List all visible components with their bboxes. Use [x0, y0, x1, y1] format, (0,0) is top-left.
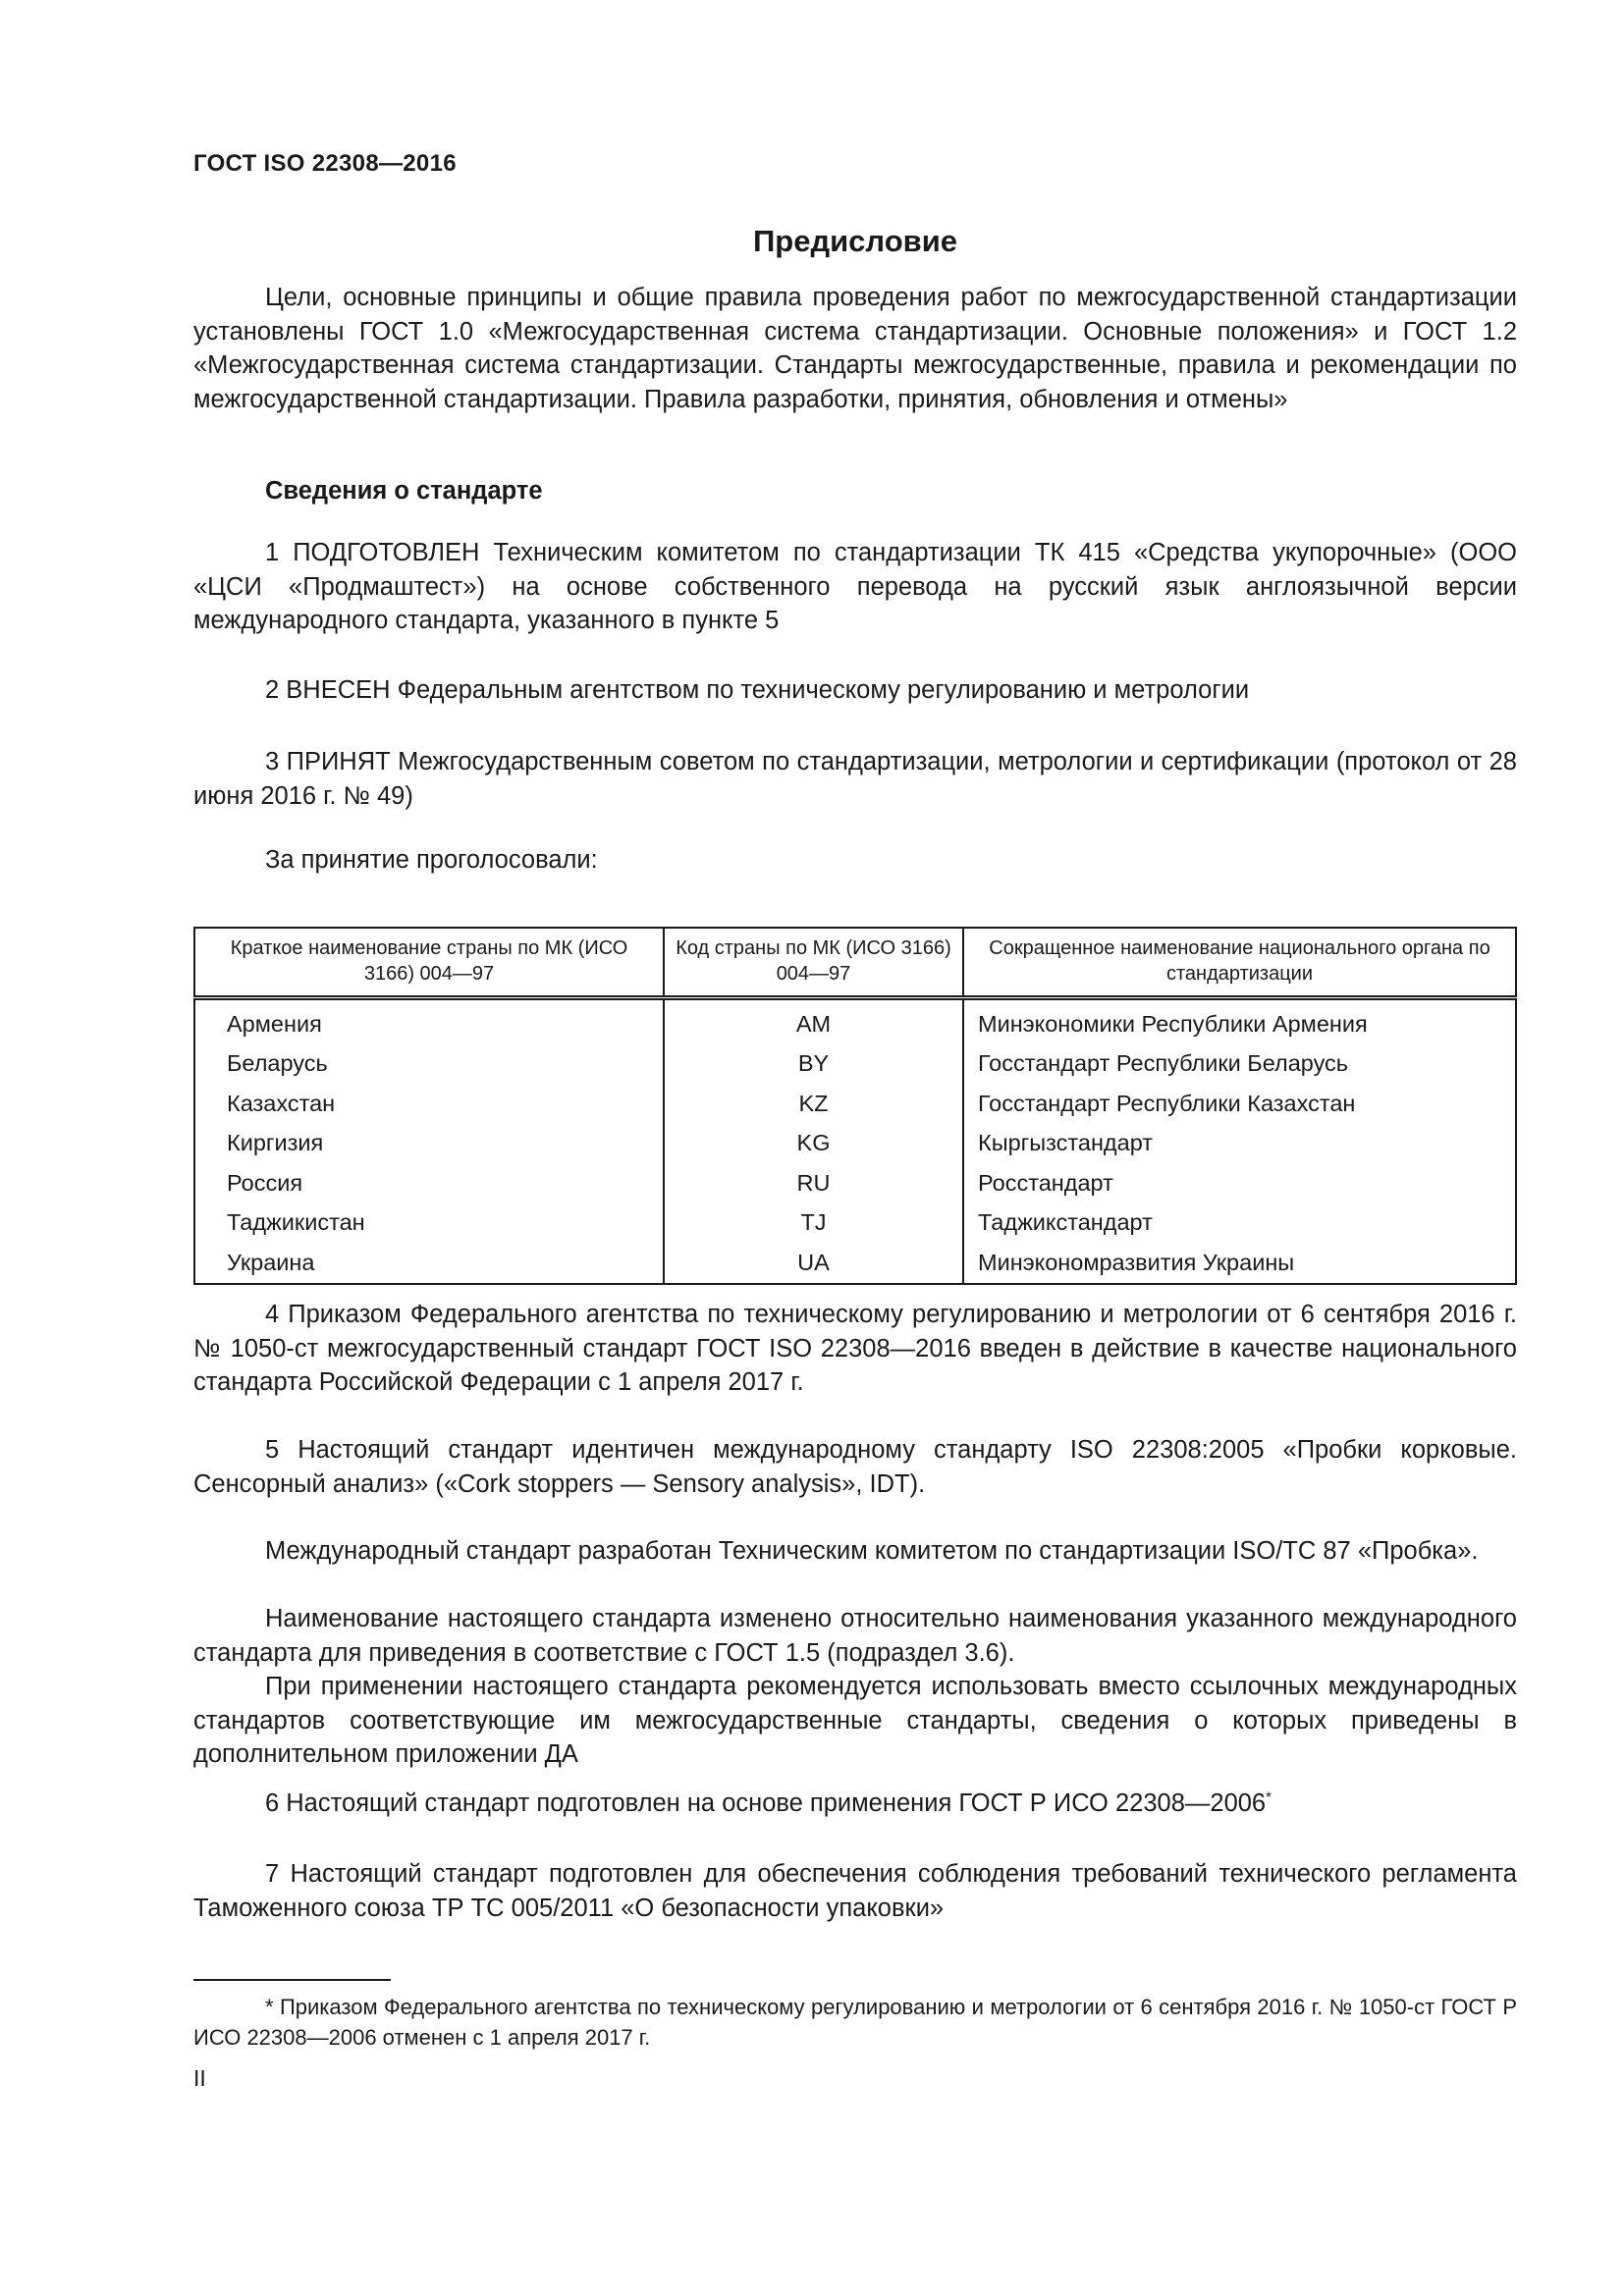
- table-row: [194, 1084, 1516, 1124]
- country-code: AM: [664, 998, 963, 1044]
- country-code: UA: [664, 1243, 963, 1284]
- country-code: BY: [664, 1044, 963, 1085]
- country-code: RU: [664, 1163, 963, 1203]
- footnote-marker: *: [1266, 1789, 1272, 1806]
- country-name: Казахстан: [194, 1084, 664, 1124]
- national-body: Кыргызстандарт: [978, 1130, 1154, 1156]
- item-5-paragraph: 5 Настоящий стандарт идентичен международному стандарту ISO 22308:2005 «Пробки корковые. Сенсорный анализ» («Cork stoppers — Sensory analysis», IDT).: [193, 1436, 1517, 1498]
- footnote-divider: [193, 1979, 391, 1981]
- country-code: TJ: [664, 1203, 963, 1244]
- item-7-paragraph: 7 Настоящий стандарт подготовлен для обеспечения соблюдения требований технического регламента Таможенного союза ТР ТС 005/2011 «О безопасности упаковки»: [193, 1860, 1517, 1922]
- item-6-text: 6 Настоящий стандарт подготовлен на основе применения ГОСТ Р ИСО 22308—2006: [265, 1789, 1267, 1817]
- table-header-row: [194, 928, 1516, 998]
- header-country-name: Краткое наименование страны по МК (ИСО 3166) 004—97: [194, 928, 664, 998]
- page-title: Предисловие: [752, 224, 957, 258]
- countries-table: [193, 927, 1517, 1285]
- national-body: Госстандарт Республики Беларусь: [978, 1050, 1349, 1077]
- country-name: Киргизия: [194, 1124, 664, 1164]
- item-6-paragraph: [193, 1787, 1517, 1821]
- table-row: [194, 1124, 1516, 1164]
- table-row: [194, 998, 1516, 1044]
- item-3-paragraph: 3 ПРИНЯТ Межгосударственным советом по стандартизации, метрологии и сертификации (протокол от 28 июня 2016 г. № 49): [193, 748, 1517, 810]
- national-body: Госстандарт Республики Казахстан: [978, 1090, 1356, 1116]
- country-name: Украина: [194, 1243, 664, 1284]
- national-body: Минэкономразвития Украины: [978, 1249, 1295, 1275]
- footnote-text: * Приказом Федерального агентства по техническому регулированию и метрологии от 6 сентября 2016 г. № 1050-ст ГОСТ Р ИСО 22308—2006 отменен с 1 апреля 2017 г.: [193, 1995, 1517, 2050]
- document-code-header: ГОСТ ISO 22308—2016: [193, 150, 457, 177]
- national-body: Таджикстандарт: [978, 1209, 1153, 1236]
- table-row: [194, 1044, 1516, 1085]
- item-1-paragraph: 1 ПОДГОТОВЛЕН Техническим комитетом по стандартизации ТК 415 «Средства укупорочные» (ООО «ЦСИ «Продмаштест») на основе собственного перевода на русский язык англоязычной версии международного стандарта, указанного в пункте 5: [193, 539, 1517, 634]
- country-name: Россия: [194, 1163, 664, 1203]
- header-national-body: Сокращенное наименование национального органа по стандартизации: [963, 928, 1516, 998]
- country-name: Таджикистан: [194, 1203, 664, 1244]
- item-4-paragraph: 4 Приказом Федерального агентства по техническому регулированию и метрологии от 6 сентября 2016 г. № 1050-ст межгосударственный стандарт ГОСТ ISO 22308—2016 введен в действие в качестве национального стандарта Российской Федерации с 1 апреля 2017 г.: [193, 1301, 1517, 1396]
- page-number: II: [193, 2065, 206, 2091]
- country-code: KZ: [664, 1084, 963, 1124]
- national-body: Росстандарт: [978, 1169, 1113, 1196]
- country-name: Армения: [194, 998, 664, 1044]
- country-code: KG: [664, 1124, 963, 1164]
- header-country-code: Код страны по МК (ИСО 3166) 004—97: [664, 928, 963, 998]
- voted-label: За принятие проголосовали:: [265, 846, 598, 874]
- item-5-note-references: При применении настоящего стандарта рекомендуется использовать вместо ссылочных международных стандартов соответствующие им межгосударственные стандарты, сведения о которых приведены в дополнительном приложении ДА: [193, 1673, 1517, 1768]
- item-5-note-committee: Международный стандарт разработан Техническим комитетом по стандартизации ISO/TC 87 «Пробка».: [265, 1537, 1479, 1565]
- item-5-note-title-change: Наименование настоящего стандарта изменено относительно наименования указанного международного стандарта для приведения в соответствие с ГОСТ 1.5 (подраздел 3.6).: [193, 1605, 1517, 1667]
- table-row: [194, 1243, 1516, 1284]
- table-row: [194, 1203, 1516, 1244]
- table-row: [194, 1163, 1516, 1203]
- national-body: Минэкономики Республики Армения: [978, 1010, 1368, 1037]
- intro-paragraph: Цели, основные принципы и общие правила проведения работ по межгосударственной стандартизации установлены ГОСТ 1.0 «Межгосударственная система стандартизации. Основные положения» и ГОСТ 1.2 «Межгосударственная система стандартизации. Стандарты межгосударственные, правила и рекомендации по межгосударственной стандартизации. Правила разработки, принятия, обновления и отмены»: [193, 284, 1517, 413]
- section-heading: Сведения о стандарте: [265, 477, 543, 505]
- item-2-paragraph: 2 ВНЕСЕН Федеральным агентством по техническому регулированию и метрологии: [265, 676, 1250, 704]
- country-name: Беларусь: [194, 1044, 664, 1085]
